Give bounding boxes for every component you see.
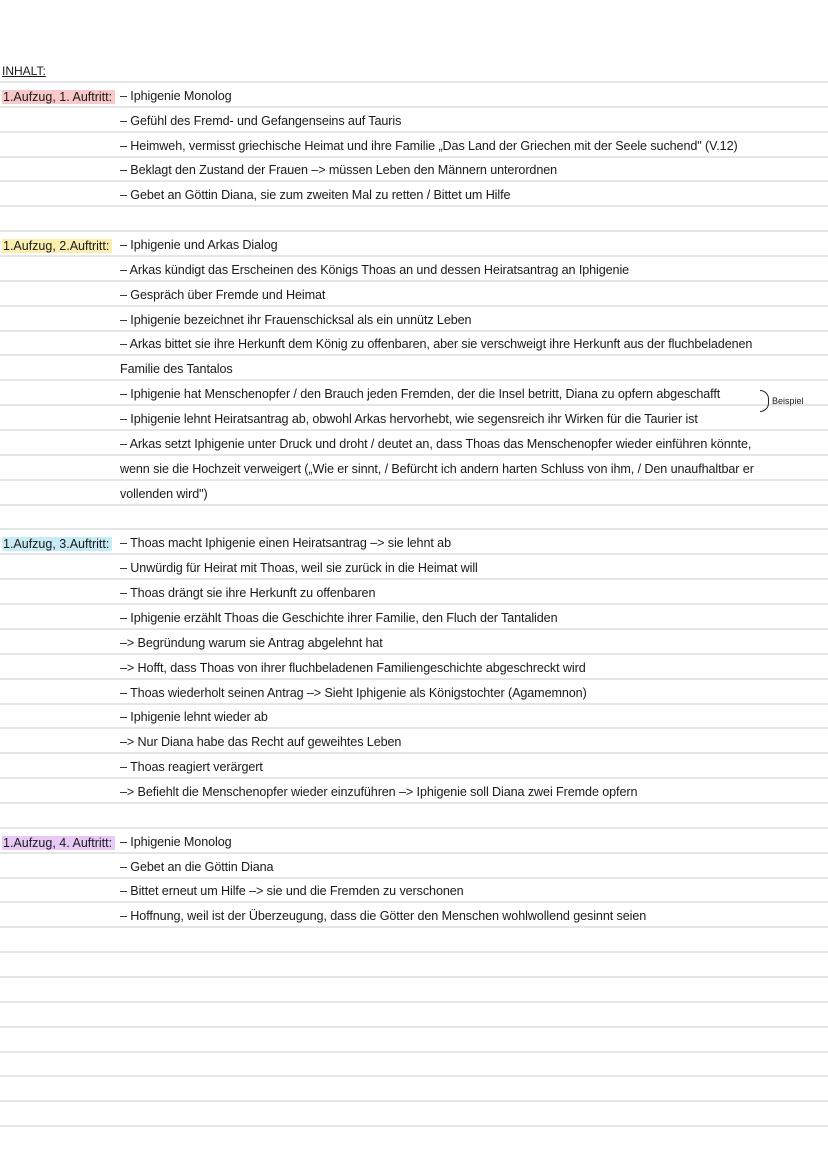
note-item: –> Nur Diana habe das Recht auf geweihtes Leben [120,735,402,750]
note-item: –> Begründung warum sie Antrag abgelehnt hat [120,635,383,650]
note-row [0,681,828,703]
ruled-line [0,131,828,133]
ruled-line [0,106,828,108]
note-row [0,581,828,603]
note-row [0,382,828,407]
note-item: –> Hofft, dass Thoas von ihrer fluchbeladenen Familiengeschichte abgeschreckt wird [120,660,586,675]
note-item: – Iphigenie bezeichnet ihr Frauenschicksal als ein unnütz Leben [120,312,472,327]
side-note: Beispiel [772,396,804,407]
note-row [0,904,828,926]
ruled-line [0,852,828,854]
note-item: – Thoas reagiert verärgert [120,760,263,775]
note-item: – Iphigenie Monolog [120,88,232,103]
ruled-line [0,255,828,257]
ruled-line [0,180,828,182]
ruled-line [0,976,828,978]
note-row [0,457,828,479]
ruled-line [0,578,828,580]
note-row [0,258,828,280]
ruled-line [0,354,828,356]
ruled-line [0,454,828,456]
note-item: – Thoas wiederholt seinen Antrag –> Sieht Iphigenie als Königstochter (Agamemnon) [120,685,587,700]
note-row [0,482,828,504]
ruled-line [0,330,828,332]
ruled-line [0,752,828,754]
note-row [0,531,828,553]
ruled-line [0,727,828,729]
note-row [0,158,828,180]
ruled-line [0,1075,828,1077]
ruled-line [0,379,828,381]
ruled-line [0,703,828,705]
note-row [0,780,828,802]
note-row [0,730,828,752]
note-item: – Gefühl des Fremd- und Gefangenseins auf Tauris [120,113,402,128]
ruled-line [0,553,828,555]
note-row [0,109,828,131]
note-item: – Gebet an die Göttin Diana [120,859,274,874]
ruled-line [0,1051,828,1053]
note-row [0,705,828,727]
note-row [0,233,828,255]
note-item: – Gespräch über Fremde und Heimat [120,287,326,302]
ruled-line [0,827,828,829]
note-item: – Iphigenie und Arkas Dialog [120,238,278,253]
note-item: vollenden wird") [120,486,208,501]
note-row [0,830,828,852]
note-row [0,631,828,653]
note-item: – Hoffnung, weil ist der Überzeugung, dass die Götter den Menschen wohlwollend gesinnt seien [120,909,647,924]
note-row [0,432,828,454]
ruled-line [0,603,828,605]
ruled-line [0,504,828,506]
note-row [0,283,828,305]
note-item: –> Befiehlt die Menschenopfer wieder einzuführen –> Iphigenie soll Diana zwei Fremde opfern [120,784,638,799]
ruled-line [0,628,828,630]
ruled-line [0,205,828,207]
note-item: – Arkas bittet sie ihre Herkunft dem König zu offenbaren, aber sie verschweigt ihre Herkunft aus der fluchbeladenen [120,337,753,352]
note-item: – Iphigenie lehnt Heiratsantrag ab, obwohl Arkas hervorhebt, wie segensreich ihr Wirken für die Taurier ist [120,412,698,427]
note-item: – Arkas kündigt das Erscheinen des Königs Thoas an und dessen Heiratsantrag an Iphigenie [120,262,630,277]
scene-label: 1.Aufzug, 2.Auftritt: [2,239,112,253]
ruled-line [0,802,828,804]
note-row [0,407,828,429]
note-item: – Iphigenie Monolog [120,834,232,849]
scene-label: 1.Aufzug, 3.Auftritt: [2,537,112,551]
ruled-line [0,429,828,431]
ruled-line [0,1026,828,1028]
ruled-line [0,528,828,530]
note-item: – Beklagt den Zustand der Frauen –> müssen Leben den Männern unterordnen [120,163,558,178]
note-item: – Thoas macht Iphigenie einen Heiratsantrag –> sie lehnt ab [120,536,451,551]
note-row [0,855,828,877]
note-row [0,755,828,777]
note-row [0,656,828,678]
ruled-line [0,404,828,406]
note-item: – Bittet erneut um Hilfe –> sie und die Fremden zu verschonen [120,884,464,899]
ruled-line [0,877,828,879]
note-row [0,606,828,628]
scene-label: 1.Aufzug, 4. Auftritt: [2,836,115,850]
note-row [0,332,828,354]
ruled-line [0,901,828,903]
ruled-line [0,678,828,680]
note-row [0,556,828,578]
ruled-line [0,81,828,83]
ruled-line [0,230,828,232]
ruled-line [0,653,828,655]
note-row [0,308,828,330]
ruled-line [0,951,828,953]
ruled-line [0,926,828,928]
scene-label: 1.Aufzug, 1. Auftritt: [2,90,115,104]
note-item: wenn sie die Hochzeit verweigert („Wie er sinnt, / Befürcht ich andern harten Schluss von ihm, / Den unaufhaltbar er [120,461,754,476]
note-item: – Heimweh, vermisst griechische Heimat und ihre Familie „Das Land der Griechen mit der Seele suchend" (V.12) [120,138,738,153]
note-row [0,84,828,106]
ruled-line [0,156,828,158]
note-item: – Iphigenie lehnt wieder ab [120,710,268,725]
ruled-line [0,1100,828,1102]
note-item: – Thoas drängt sie ihre Herkunft zu offenbaren [120,586,376,601]
ruled-line [0,1125,828,1127]
ruled-line [0,280,828,282]
note-row [0,134,828,156]
note-row [0,59,828,81]
ruled-line [0,1001,828,1003]
note-row [0,357,828,379]
note-item: – Arkas setzt Iphigenie unter Druck und droht / deutet an, dass Thoas das Menschenopfer wieder einführen könnte, [120,436,752,451]
note-item: Familie des Tantalos [120,362,233,377]
note-row [0,183,828,205]
ruled-line [0,479,828,481]
note-item: – Unwürdig für Heirat mit Thoas, weil sie zurück in die Heimat will [120,561,478,576]
note-item: – Iphigenie hat Menschenopfer / den Brauch jeden Fremden, der die Insel betritt, Diana zu opfern abgeschafft [120,387,721,402]
page-heading: INHALT: [2,64,46,78]
note-item: – Iphigenie erzählt Thoas die Geschichte ihrer Familie, den Fluch der Tantaliden [120,610,558,625]
note-item: – Gebet an Göttin Diana, sie zum zweiten Mal zu retten / Bittet um Hilfe [120,188,511,203]
ruled-line [0,305,828,307]
note-row [0,879,828,901]
ruled-line [0,777,828,779]
